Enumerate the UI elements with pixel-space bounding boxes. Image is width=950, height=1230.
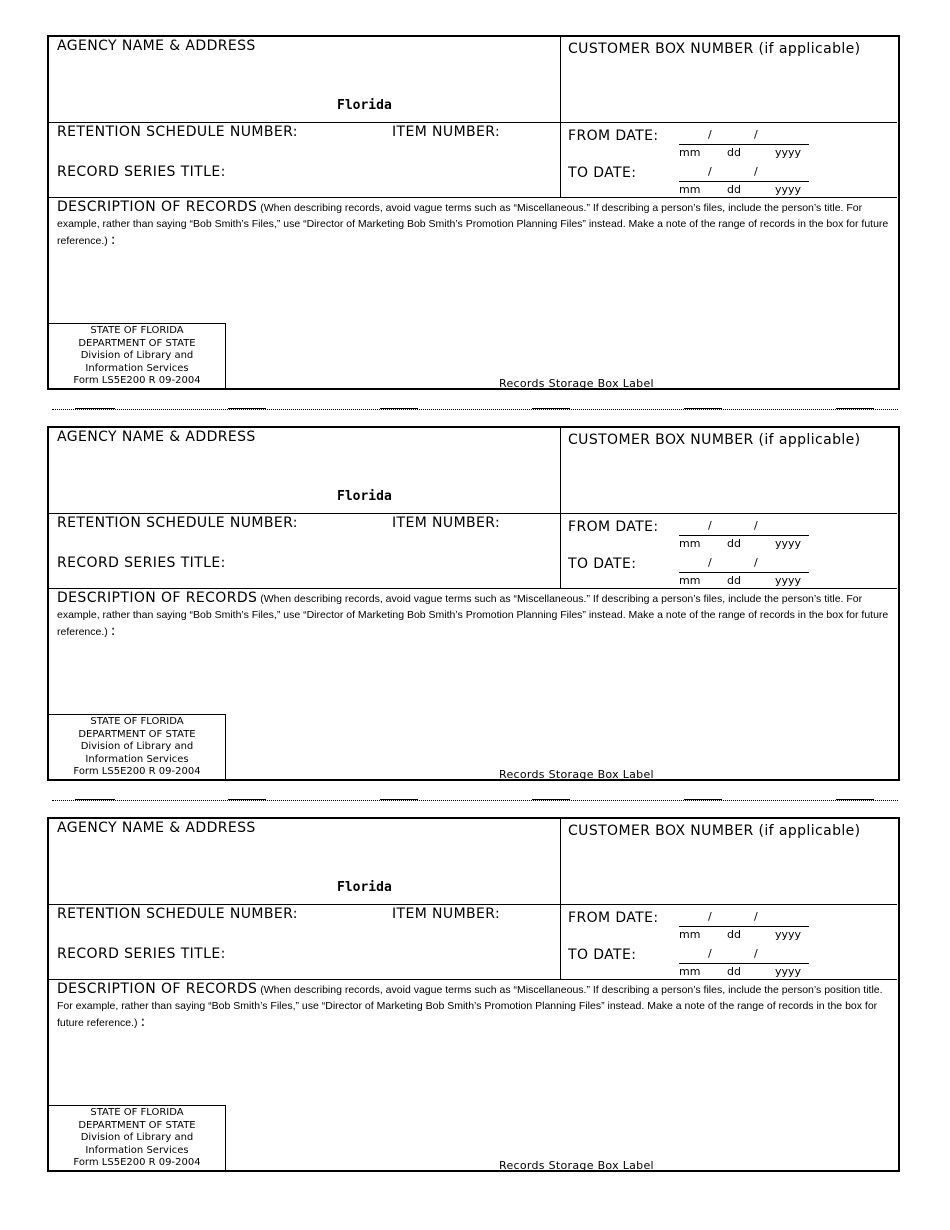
description-instructions: (When describing records, avoid vague terms such as “Miscellaneous.” If describing a person’s files, include the person’s title. For example, rather than saying “Bob Smith’s Files,” use “Director of Marketing Bob Smith’s Promotion Planning Files” instead. Make a note of the range of records in the box for future reference.) [57,593,889,638]
record-series-title-label: RECORD SERIES TITLE: [57,555,226,571]
box-label-2 [47,426,900,781]
description-colon: : [110,623,116,639]
state-form-stamp [49,323,226,390]
row-divider [49,513,897,514]
description-instructions: (When describing records, avoid vague terms such as “Miscellaneous.” If describing a person’s files, include the person’s position title. For example, rather than saying “Bob Smith’s Files,” use “Director of Marketing Bob Smith’s Promotion Planning Files” instead. Make a note of the range of records in the box for future reference.) [57,984,883,1029]
cut-line-dash [380,799,418,800]
customer-box-number-label: CUSTOMER BOX NUMBER (if applicable) [568,41,861,57]
description-heading: DESCRIPTION OF RECORDS [57,590,258,606]
state-form-stamp [49,1105,226,1172]
from-date-label: FROM DATE: [568,519,659,535]
item-number-label: ITEM NUMBER: [392,515,501,531]
state-name: Florida [337,880,392,895]
dd-caption: dd [727,537,741,550]
date-slash: / [754,556,758,569]
dd-caption: dd [727,183,741,196]
from-date-field[interactable] [679,926,809,927]
row-divider [49,122,897,123]
description-of-records [57,981,895,1031]
date-slash: / [754,947,758,960]
row-divider [49,904,897,905]
description-of-records [57,199,895,249]
date-slash: / [708,519,712,532]
cut-line-dash [380,408,418,409]
cut-line-dash [532,799,570,800]
description-heading: DESCRIPTION OF RECORDS [57,199,258,215]
to-date-field[interactable] [679,963,809,964]
from-date-label: FROM DATE: [568,910,659,926]
mm-caption: mm [679,574,701,587]
yyyy-caption: yyyy [775,928,802,941]
description-heading: DESCRIPTION OF RECORDS [57,981,258,997]
to-date-field[interactable] [679,572,809,573]
to-date-label: TO DATE: [568,556,637,572]
stamp-line: Division of Library and [80,1132,194,1143]
agency-name-label: AGENCY NAME & ADDRESS [57,429,256,445]
column-divider [560,428,561,589]
date-slash: / [708,128,712,141]
to-date-field[interactable] [679,181,809,182]
mm-caption: mm [679,928,701,941]
yyyy-caption: yyyy [775,574,802,587]
item-number-label: ITEM NUMBER: [392,124,501,140]
retention-schedule-label: RETENTION SCHEDULE NUMBER: [57,124,298,140]
from-date-field[interactable] [679,535,809,536]
cut-line-dash [228,408,266,409]
agency-name-label: AGENCY NAME & ADDRESS [57,38,256,54]
dd-caption: dd [727,965,741,978]
stamp-line: Division of Library and [80,741,194,752]
dd-caption: dd [727,146,741,159]
stamp-line: STATE OF FLORIDA [90,325,184,336]
date-slash: / [754,910,758,923]
description-colon: : [110,232,116,248]
box-label-1 [47,35,900,390]
from-date-field[interactable] [679,144,809,145]
stamp-line: Information Services [85,1144,189,1156]
cut-line-dash [684,408,722,409]
stamp-line: Form LS5E200 R 09-2004 [73,1157,201,1168]
stamp-line: Information Services [85,362,189,374]
cut-line-dash [836,408,874,409]
description-colon: : [140,1014,146,1030]
stamp-line: STATE OF FLORIDA [90,716,184,727]
cut-line-dash [75,799,115,800]
dd-caption: dd [727,928,741,941]
date-slash: / [708,910,712,923]
description-instructions: (When describing records, avoid vague terms such as “Miscellaneous.” If describing a person’s files, include the person’s title. For example, rather than saying “Bob Smith’s Files,” use “Director of Marketing Bob Smith’s Promotion Planning Files” instead. Make a note of the range of records in the box for future reference.) [57,202,889,247]
date-slash: / [754,519,758,532]
stamp-line: DEPARTMENT OF STATE [78,728,196,740]
stamp-line: Division of Library and [80,350,194,361]
column-divider [560,819,561,980]
date-slash: / [708,165,712,178]
label-footer-caption: Records Storage Box Label [499,377,654,390]
state-name: Florida [337,98,392,113]
yyyy-caption: yyyy [775,965,802,978]
date-slash: / [754,128,758,141]
retention-schedule-label: RETENTION SCHEDULE NUMBER: [57,515,298,531]
cut-line-dash [836,799,874,800]
mm-caption: mm [679,537,701,550]
mm-caption: mm [679,146,701,159]
customer-box-number-label: CUSTOMER BOX NUMBER (if applicable) [568,432,861,448]
agency-name-label: AGENCY NAME & ADDRESS [57,820,256,836]
mm-caption: mm [679,965,701,978]
stamp-line: STATE OF FLORIDA [90,1107,184,1118]
retention-schedule-label: RETENTION SCHEDULE NUMBER: [57,906,298,922]
row-divider [49,979,897,980]
stamp-line: Information Services [85,753,189,765]
label-footer-caption: Records Storage Box Label [499,768,654,781]
cut-line [52,800,898,801]
cut-line-dash [228,799,266,800]
yyyy-caption: yyyy [775,537,802,550]
state-form-stamp [49,714,226,781]
stamp-line: DEPARTMENT OF STATE [78,1119,196,1131]
record-series-title-label: RECORD SERIES TITLE: [57,164,226,180]
cut-line-dash [684,799,722,800]
date-slash: / [708,947,712,960]
to-date-label: TO DATE: [568,947,637,963]
row-divider [49,588,897,589]
item-number-label: ITEM NUMBER: [392,906,501,922]
cut-line-dash [75,408,115,409]
from-date-label: FROM DATE: [568,128,659,144]
row-divider [49,197,897,198]
record-series-title-label: RECORD SERIES TITLE: [57,946,226,962]
yyyy-caption: yyyy [775,146,802,159]
column-divider [560,37,561,198]
stamp-line: Form LS5E200 R 09-2004 [73,766,201,777]
mm-caption: mm [679,183,701,196]
cut-line [52,409,898,410]
box-label-3 [47,817,900,1172]
stamp-line: Form LS5E200 R 09-2004 [73,375,201,386]
description-of-records [57,590,895,640]
cut-line-dash [532,408,570,409]
yyyy-caption: yyyy [775,183,802,196]
stamp-line: DEPARTMENT OF STATE [78,337,196,349]
date-slash: / [754,165,758,178]
date-slash: / [708,556,712,569]
customer-box-number-label: CUSTOMER BOX NUMBER (if applicable) [568,823,861,839]
dd-caption: dd [727,574,741,587]
label-footer-caption: Records Storage Box Label [499,1159,654,1172]
state-name: Florida [337,489,392,504]
to-date-label: TO DATE: [568,165,637,181]
